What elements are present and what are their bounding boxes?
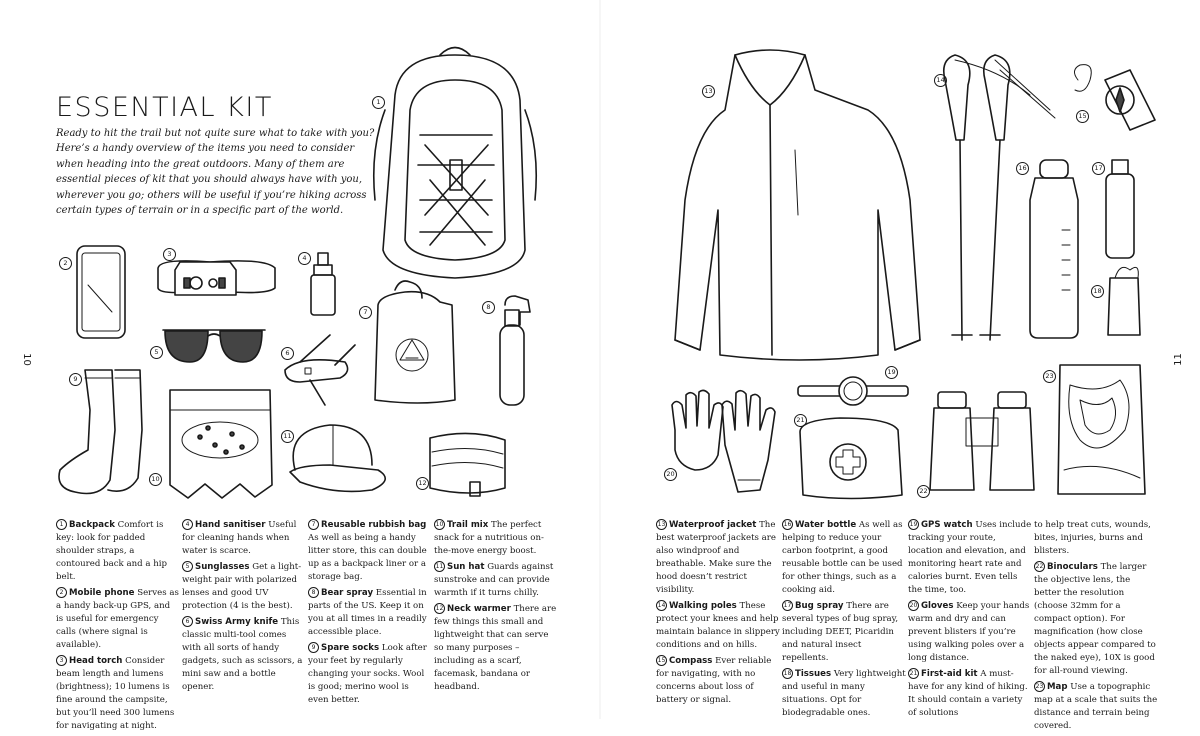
caption-entry: 8 Bear spray Essential in parts of the US. Keep it on you at all times in a readily accessible place. [308,588,427,637]
page-title: ESSENTIAL KIT [56,92,273,123]
caption-entry: 3 Head torch Consider beam length and lumens (brightness); 10 lumens is fine around the campsite, but you’ll need 300 lumens for navigating at night. [56,656,175,731]
item-number-15: 15 [1076,110,1089,123]
gps-watch-illustration [798,377,908,405]
spare-socks-illustration [59,370,142,494]
rubbish-bag-illustration [375,281,455,403]
item-number-2: 2 [59,257,72,270]
item-number-8: 8 [482,301,495,314]
caption-entry: 11 Sun hat Guards against sunstroke and can provide warmth if it turns chilly. [434,562,554,598]
caption-entry: 18 Tissues Very lightweight and useful in many situations. Opt for biodegradable ones. [782,669,906,718]
walking-poles-illustration [944,55,1055,340]
page-number-left: 10 [20,353,32,366]
sunglasses-illustration [163,330,265,362]
caption-entry: 19 GPS watch Uses include tracking your route, location and elevation, and monitoring heart rate and calories burnt. Even tells the time, too. [908,520,1032,595]
caption-entry: 22 Binoculars The larger the objective lens, the better the resolution (choose 32mm for a compact option). For magnification (how close objects appear compared to the naked eye), 10X is good for all-round viewing. [1034,562,1156,676]
neck-warmer-illustration [430,433,505,496]
caption-entry: 2 Mobile phone Serves as a handy back-up GPS, and is useful for emergency calls (where signal is available). [56,588,179,650]
caption-entry: 20 Gloves Keep your hands warm and dry and can prevent blisters if you’re using walking poles over a long distance. [908,601,1030,663]
caption-column [656,519,780,736]
item-number-21: 21 [794,414,807,427]
binoculars-illustration [930,392,1034,490]
item-number-1: 1 [372,96,385,109]
bear-spray-illustration [500,296,530,405]
caption-column [182,519,306,736]
caption-column [56,519,180,736]
right-captions [656,519,1158,736]
sun-hat-illustration [290,425,385,491]
map-illustration [1058,365,1145,494]
caption-column [308,519,432,736]
left-captions [56,519,558,736]
caption-entry: 12 Neck warmer There are few things this small and lightweight that can serve so many purposes – including as a scarf, facemask, bandana or headband. [434,604,557,692]
caption-entry: 17 Bug spray There are several types of bug spray, including DEET, Picaridin and natural insect repellents. [782,601,899,663]
item-number-22: 22 [917,485,930,498]
gloves-illustration [672,390,775,492]
intro-paragraph: Ready to hit the trail but not quite sure what to take with you? Here’s a handy overview of the items you need to consider when heading into the great outdoors. Many of them are essential pieces of kit that you should always have with you, wherever you go; others will be useful if you’re hiking across certain types of terrain or in a specific part of the world. [56,128,375,217]
hand-sanitiser-illustration [311,253,335,315]
item-number-3: 3 [163,248,176,261]
item-number-11: 11 [281,430,294,443]
caption-column [1034,519,1158,736]
caption-column [434,519,558,736]
mobile-phone-illustration [77,246,125,338]
backpack-illustration [374,48,537,279]
water-bottle-illustration [1030,160,1078,338]
head-torch-illustration [158,261,275,295]
item-number-19: 19 [885,366,898,379]
item-number-20: 20 [664,468,677,481]
item-number-4: 4 [298,252,311,265]
caption-entry: 13 Waterproof jacket The best waterproof jackets are also windproof and breathable. Make sure the hood doesn’t restrict visibility. [656,520,776,595]
item-number-14: 14 [934,74,947,87]
tissues-illustration [1108,267,1140,335]
first-aid-kit-illustration [800,418,902,499]
caption-entry: 16 Water bottle As well as helping to reduce your carbon footprint, a good reusable bottle can be used for other things, such as a cooking aid. [782,520,903,595]
item-number-5: 5 [150,346,163,359]
item-number-13: 13 [702,85,715,98]
caption-entry: 1 Backpack Comfort is key: look for padded shoulder straps, a contoured back and a hip belt. [56,520,168,582]
caption-column [782,519,906,736]
item-number-18: 18 [1091,285,1104,298]
caption-entry: 6 Swiss Army knife This classic multi-tool comes with all sorts of handy gadgets, such as scissors, a mini saw and a bottle opener. [182,617,303,692]
item-number-16: 16 [1016,162,1029,175]
left-page [0,0,600,731]
caption-entry: 23 Map Use a topographic map at a scale that suits the distance and terrain being covered. [1034,682,1158,731]
item-number-12: 12 [416,477,429,490]
caption-entry: 7 Reusable rubbish bag As well as being a handy litter store, this can double up as a backpack liner or a storage bag. [308,520,427,582]
item-number-23: 23 [1043,370,1056,383]
item-number-6: 6 [281,347,294,360]
caption-entry: 4 Hand sanitiser Useful for cleaning hands when water is scarce. [182,520,297,556]
right-page [600,0,1200,731]
item-number-7: 7 [359,306,372,319]
caption-entry: 21 First-aid kit A must-have for any kind of hiking. It should contain a variety of solutions [908,669,1028,718]
caption-entry: 14 Walking poles These protect your knees and help maintain balance in slippery conditions and on hills. [656,601,780,650]
item-number-10: 10 [149,473,162,486]
caption-entry: 5 Sunglasses Get a light-weight pair with polarized lenses and good UV protection (4 is the best). [182,562,302,611]
caption-column [908,519,1032,736]
caption-entry-continued: to help treat cuts, wounds, bites, injuries, burns and blisters. [1034,520,1151,556]
caption-entry: 10 Trail mix The perfect snack for a nutritious on-the-move energy boost. [434,520,544,556]
swiss-army-knife-illustration [285,335,355,405]
item-number-9: 9 [69,373,82,386]
caption-entry: 9 Spare socks Look after your feet by regularly changing your socks. Wool is good; merino wool is even better. [308,643,427,705]
trail-mix-illustration [170,390,272,498]
page-number-right: 11 [1172,353,1184,366]
item-number-17: 17 [1092,162,1105,175]
bug-spray-illustration [1106,160,1134,258]
caption-entry: 15 Compass Ever reliable for navigating, with no concerns about loss of battery or signal. [656,656,772,705]
